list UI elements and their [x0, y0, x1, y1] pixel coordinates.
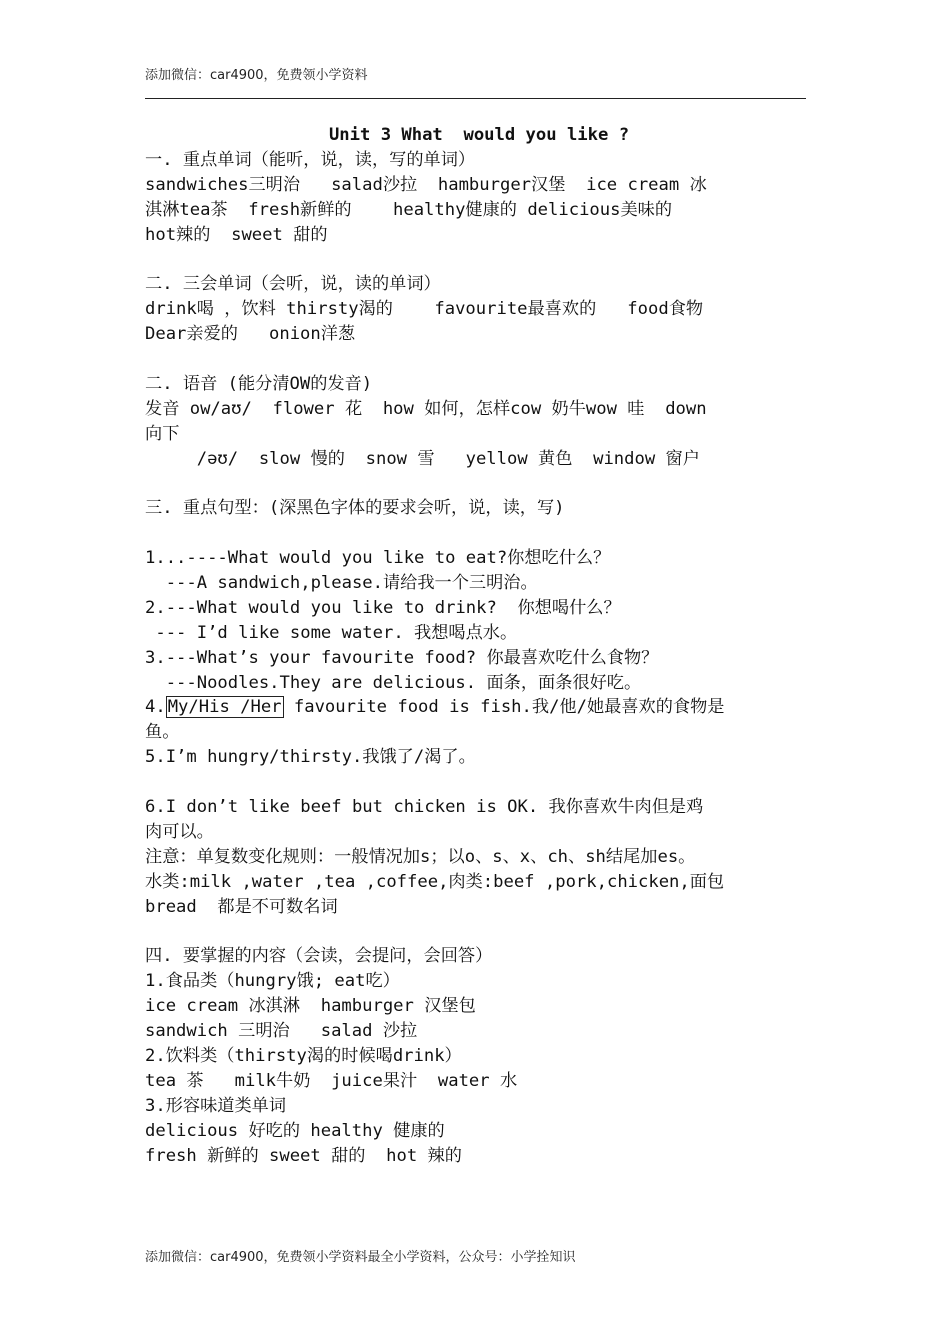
blank-line — [145, 920, 813, 945]
phonics-line: 发音 ow/aʊ/ flower 花 how 如何，怎样cow 奶牛wow 哇 down — [145, 398, 707, 419]
sentence-number: 4. — [145, 697, 166, 718]
content-line: sandwich 三明治 salad 沙拉 — [145, 1021, 418, 1042]
content-line: fresh 新鲜的 sweet 甜的 hot 辣的 — [145, 1145, 462, 1166]
sentence-line: 2.---What would you like to drink? 你想喝什么？ — [145, 597, 621, 618]
boxed-pronouns: My/His /Her — [167, 697, 282, 718]
vocab-line: 淇淋tea茶 fresh新鲜的 healthy健康的 delicious美味的 — [145, 199, 673, 220]
sentence-line: ---Noodles.They are delicious. 面条，面条很好吃。 — [145, 672, 642, 693]
sentence-line: 3.---What’s your favourite food? 你最喜欢吃什么食物？ — [145, 647, 659, 668]
sentence-line: 肉可以。 — [145, 821, 214, 842]
header-divider — [145, 98, 806, 99]
section-heading: 四. 要掌握的内容（会读，会提问，会回答） — [145, 946, 493, 967]
content-line: 3.形容味道类单词 — [145, 1095, 287, 1116]
sentence-line: ---A sandwich,please.请给我一个三明治。 — [145, 573, 538, 594]
content-line: delicious 好吃的 healthy 健康的 — [145, 1120, 445, 1141]
vocab-line: drink喝 ，饮料 thirsty渴的 favourite最喜欢的 food食物 — [145, 299, 704, 320]
section-heading: 三. 重点句型：(深黑色字体的要求会听，说，读，写) — [145, 498, 565, 519]
page-footer: 添加微信：car4900，免费领小学资料最全小学资料，公众号：小学拴知识 — [145, 1250, 576, 1265]
document-title: Unit 3 What would you like ? — [328, 125, 630, 145]
blank-line — [145, 471, 813, 496]
section-heading: 一. 重点单词（能听，说，读，写的单词） — [145, 149, 476, 170]
vocab-line: sandwiches三明治 salad沙拉 hamburger汉堡 ice cream 冰 — [145, 174, 707, 195]
blank-line — [145, 247, 813, 272]
note-line: 注意：单复数变化规则：一般情况加s；以o、s、x、ch、sh结尾加es。 — [145, 846, 696, 867]
content-line: tea 茶 milk牛奶 juice果汁 water 水 — [145, 1070, 518, 1091]
sentence-text: favourite food is fish.我/他/她最喜欢的食物是 — [283, 697, 725, 718]
sentence-line: 鱼。 — [145, 722, 180, 743]
sentence-line: 5.I’m hungry/thirsty.我饿了/渴了。 — [145, 747, 476, 768]
section-heading: 二. 语音 (能分清OW的发音) — [145, 373, 373, 394]
sentence-line: --- I’d like some water. 我想喝点水。 — [145, 622, 518, 643]
sentence-line — [145, 695, 813, 720]
phonics-line: 向下 — [145, 423, 180, 444]
section-heading: 二. 三会单词（会听，说，读的单词） — [145, 274, 441, 295]
vocab-line: hot辣的 sweet 甜的 — [145, 224, 328, 245]
page-header: 添加微信：car4900，免费领小学资料 — [145, 68, 368, 83]
sentence-line: 1...----What would you like to eat?你想吃什么？ — [145, 548, 611, 569]
sentence-line: 6.I don’t like beef but chicken is OK. 我你喜欢牛肉但是鸡 — [145, 797, 704, 818]
blank-line — [145, 347, 813, 372]
note-line: 水类:milk ,water ,tea ,coffee,肉类:beef ,pork,chicken,面包 — [145, 871, 725, 892]
content-line: 2.饮料类（thirsty渴的时候喝drink） — [145, 1045, 462, 1066]
note-line: bread 都是不可数名词 — [145, 896, 338, 917]
blank-line — [145, 770, 813, 795]
blank-line — [145, 521, 813, 546]
phonics-line: /əʊ/ slow 慢的 snow 雪 yellow 黄色 window 窗户 — [145, 448, 700, 469]
vocab-line: Dear亲爱的 onion洋葱 — [145, 324, 356, 345]
document-body — [145, 123, 813, 1168]
content-line: 1.食品类（hungry饿; eat吃） — [145, 971, 400, 992]
content-line: ice cream 冰淇淋 hamburger 汉堡包 — [145, 996, 476, 1017]
